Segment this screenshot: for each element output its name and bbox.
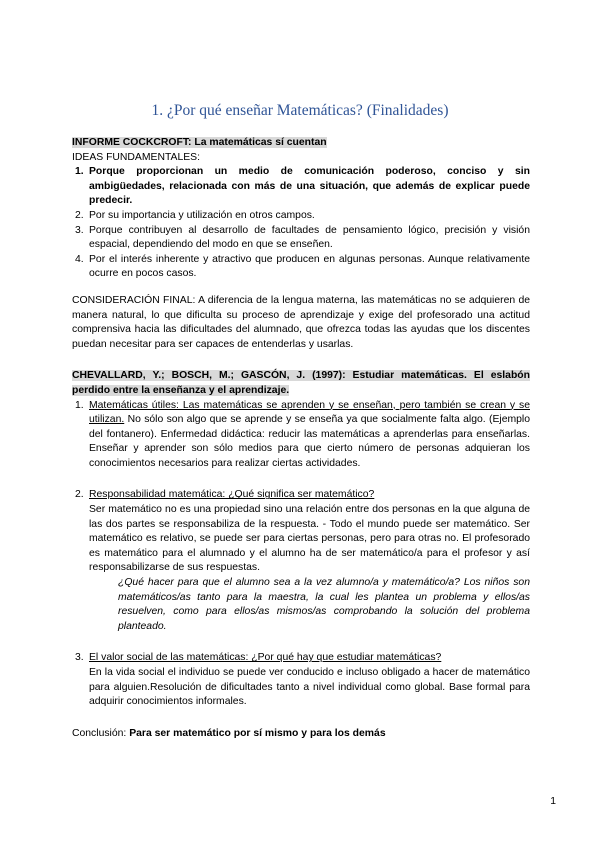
list-item: 3. Porque contribuyen al desarrollo de facultades de pensamiento lógico, precisión y visión espacial, dependiendo del modo en que se enseñen. bbox=[75, 224, 530, 251]
document-body bbox=[72, 136, 530, 741]
page-title: 1. ¿Por qué enseñar Matemáticas? (Finalidades) bbox=[151, 102, 449, 119]
cockcroft-heading: INFORME COCKCROFT: La matemáticas sí cuentan bbox=[72, 137, 327, 148]
page-number: 1 bbox=[550, 796, 556, 807]
list-item: 2. Por su importancia y utilización en otros campos. bbox=[75, 209, 315, 221]
list-item: 2. Responsabilidad matemática: ¿Qué significa ser matemático? bbox=[75, 489, 375, 501]
item-body: En la vida social el individuo se puede ver conducido e incluso obligado a hacer de matemático para alguien.Resolución de dificultades tanto a nivel individual como global. Base formal para adquirir conocimientos informales. bbox=[89, 667, 530, 708]
list-item: 1. Matemáticas útiles: Las matemáticas se aprenden y se enseñan, pero también se crean y se utilizan. No sólo son algo que se aprende y se enseña ya que socialmente falta algo. (Ejemplo del fontanero). Enfermedad didáctica: reducir las matemáticas a aprenderlas para enseñarlas. Enseñar y aprender son sólo medios para que cierto número de personas adquieran los conocimientos necesarios para realizar ciertas actividades. bbox=[75, 399, 530, 469]
quote: ¿Qué hacer para que el alumno sea a la vez alumno/a y matemático/a? Los niños son matemáticos/as tanto para la maestra, la cual les plantea un problema y ellos/as resuelven, como para ellos/as mismos/as comprobando la solución del problema planteado. bbox=[118, 577, 530, 632]
list-item: 1. Porque proporcionan un medio de comunicación poderoso, conciso y sin ambigüedades, relacionada con más de una situación, que además de explicar puede predecir. bbox=[75, 166, 530, 207]
conclusion: Conclusión: Para ser matemático por sí mismo y para los demás bbox=[72, 727, 386, 739]
final-consideration: CONSIDERACIÓN FINAL: A diferencia de la lengua materna, las matemáticas no se adquieren de manera natural, lo que dificulta su proceso de aprendizaje y exige del profesorado una actitud comprensiva hacia las dificultades del alumnado, que ofrezca todas las ayudas que los discentes puedan necesitar para ser capaces de entenderlas y usarlas. bbox=[72, 294, 530, 350]
cockcroft-list bbox=[72, 165, 530, 282]
chevallard-heading: CHEVALLARD, Y.; BOSCH, M.; GASCÓN, J. (1997): Estudiar matemáticas. El eslabón perdido entre la enseñanza y el aprendizaje. bbox=[72, 370, 530, 396]
item-body: Ser matemático no es una propiedad sino una relación entre dos personas en la que alguna de las dos partes se responsabiliza de la respuesta. - Todo el mundo puede ser matemático. Ser matemático es relativo, se puede ser para ciertas personas, pero para otras no. El profesorado es matemático para el alumnado y el alumno ha de ser matemático/a para el profesor y así responsabilizarse de sus respuestas. bbox=[89, 504, 530, 574]
cockcroft-subheading: IDEAS FUNDAMENTALES: bbox=[72, 151, 200, 163]
list-item: 4. Por el interés inherente y atractivo que producen en algunas personas. Aunque relativamente ocurre en pocos casos. bbox=[75, 253, 530, 280]
list-item: 3. El valor social de las matemáticas: ¿Por qué hay que estudiar matemáticas? bbox=[75, 652, 442, 664]
